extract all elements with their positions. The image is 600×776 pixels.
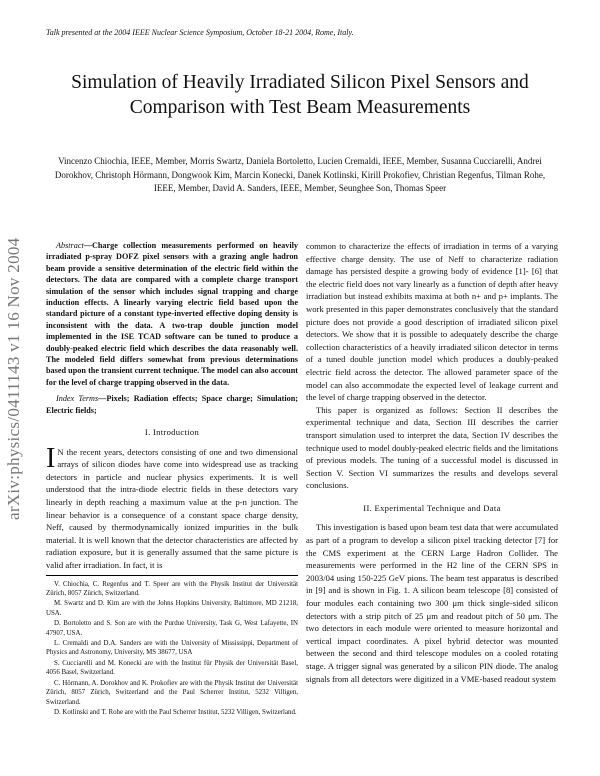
section-heading-experimental: II. Experimental Technique and Data <box>363 502 501 513</box>
footnote-rule <box>46 575 298 576</box>
introduction-text: N the recent years, detectors consisting of one and two dimensional arrays of silicon diodes have come into widespread use as tracking detectors in particle and nuclear physics experiments. It is well understood that the intra-diode electric fields in these detectors vary linearly in depth reaching a maximum value at the p-n junction. The linear behavior is a consequence of a constant space charge density, Neff, caused by thermodynamically ionized impurities in the bulk material. It is well known that the detector characteristics are affected by radiation exposure, but it is generally assumed that the same picture is valid after irradiation. In fact, it is <box>46 446 298 571</box>
footnote: C. Hörmann, A. Dorokhov and K. Prokofiev are with the Physik Institut der Universität Zürich, 8057 Zürich, Switzerland and the Paul Scherrer Institut, 5232 Villigen, Switzerland. <box>46 679 298 706</box>
footnote: S. Cucciarelli and M. Konecki are with the Institut für Physik der Universität Basel, 4056 Basel, Switzerland. <box>46 659 298 677</box>
drop-cap: I <box>46 442 56 474</box>
index-terms <box>46 393 298 416</box>
left-column <box>46 240 298 718</box>
right-column <box>306 240 558 685</box>
footnotes <box>46 580 298 718</box>
footnote: D. Kotlinski and T. Rohe are with the Paul Scherrer Institut, 5232 Villigen, Switzerland. <box>54 708 297 716</box>
index-terms-text: —Pixels; Radiation effects; Space charge; Simulation; Electric fields; <box>46 394 299 415</box>
abstract-text: —Charge collection measurements performed on heavily irradiated p-spray DOFZ pixel sensors with a grazing angle hadron beam provide a sensitive determination of the electric field within the detectors. The data are compared with a complete charge transport simulation of the sensor which includes signal trapping and charge induction effects. A linearly varying electric field based upon the standard picture of a constant type-inverted effective doping density is inconsistent with the data. A two-trap double junction model implemented in the ISE TCAD software can be tuned to produce a doubly-peaked electric field which describes the data reasonably well. The modeled field differs somewhat from previous determinations based upon the transient current technique. The model can also account for the level of charge trapping observed in the data. <box>46 241 298 387</box>
section-heading-introduction: I. Introduction <box>144 427 200 438</box>
arxiv-stamp: arXiv:physics/0411143 v1 16 Nov 2004 <box>4 237 23 520</box>
intro-continuation: common to characterize the effects of irradiation in terms of a varying effective charge density. The use of Neff to characterize radiation damage has persisted despite a growing body of evidence [1]- [6] that the electric field does not vary linearly as a function of depth after heavy irradiation but instead exhibits maxima at both n+ and p+ implants. The work presented in this paper demonstrates conclusively that the standard picture does not provide a good description of irradiated silicon pixel detectors. We show that it is possible to adequately describe the charge collection characteristics of a heavily irradiated silicon detector in terms of a tuned double junction model which produces a doubly-peaked electric field across the detector. The allowed parameter space of the model can also accommodate the expected level of leakage current and the level of charge trapping observed in the detector. <box>306 241 558 403</box>
paper-title: Simulation of Heavily Irradiated Silicon Pixel Sensors and Comparison with Test Beam Measurements <box>71 72 529 118</box>
abstract <box>46 240 298 388</box>
experimental-paragraph: This investigation is based upon beam test data that were accumulated as part of a program to develop a silicon pixel tracking detector [7] for the CMS experiment at the CERN Large Hadron Collider. The measurements were performed in the H2 line of the CERN SPS in 2003/04 using 150-225 GeV pions. The beam test apparatus is described in [9] and is shown in Fig. 1. A silicon beam telescope [8] consisted of four modules each containing two 300 μm thick single-sided silicon detectors with a strip pitch of 25 μm and readout pitch of 50 μm. The two detectors in each module were oriented to measure horizontal and vertical impact coordinates. A pixel hybrid detector was mounted between the second and third telescope modules on a cooled rotating stage. A trigger signal was generated by a silicon PIN diode. The analog signals from all detectors were digitized in a VME-based readout system <box>306 522 558 684</box>
footnote: L. Cremaldi and D.A. Sanders are with the University of Mississippi, Department of Physics and Astronomy, University, MS 38677, USA <box>46 640 298 657</box>
footnote: D. Bortoletto and S. Son are with the Purdue University, Task G, West Lafayette, IN 47907, USA. <box>46 620 298 637</box>
footnote: M. Swartz and D. Kim are with the Johns Hopkins University, Baltimore, MD 21218, USA. <box>46 600 298 617</box>
index-terms-label: Index Terms <box>56 394 99 404</box>
paper-outline-paragraph: This paper is organized as follows: Section II describes the experimental technique and data, Section III describes the carrier transport simulation used to interpret the data, Section IV describes the technique used to model doubly-peaked electric fields and the limitations of previous models. The tuning of a successful model is discussed in Section V. Section VI summarizes the results and develops several conclusions. <box>306 404 558 491</box>
conference-note: Talk presented at the 2004 IEEE Nuclear Science Symposium, October 18-21 2004, Rome, Italy. <box>46 28 354 37</box>
author-list: Vincenzo Chiochia, IEEE, Member, Morris Swartz, Daniela Bortoletto, Lucien Cremaldi, IEEE, Member, Susanna Cucciarelli, Andrei Dorokhov, Christoph Hörmann, Dongwook Kim, Marcin Konecki, Danek Kotlinski, Kirill Prokofiev, Christian Regenfus, Tilman Rohe, IEEE, Member, David A. Sanders, IEEE, Member, Seunghee Son, Thomas Speer <box>54 156 546 193</box>
introduction-paragraph <box>46 442 298 572</box>
abstract-label: Abstract <box>56 241 84 250</box>
footnote: V. Chiochia, C. Regenfus and T. Speer are with the Physik Institut der Universität Zürich, 8057 Zürich, Switzerland. <box>46 580 298 598</box>
